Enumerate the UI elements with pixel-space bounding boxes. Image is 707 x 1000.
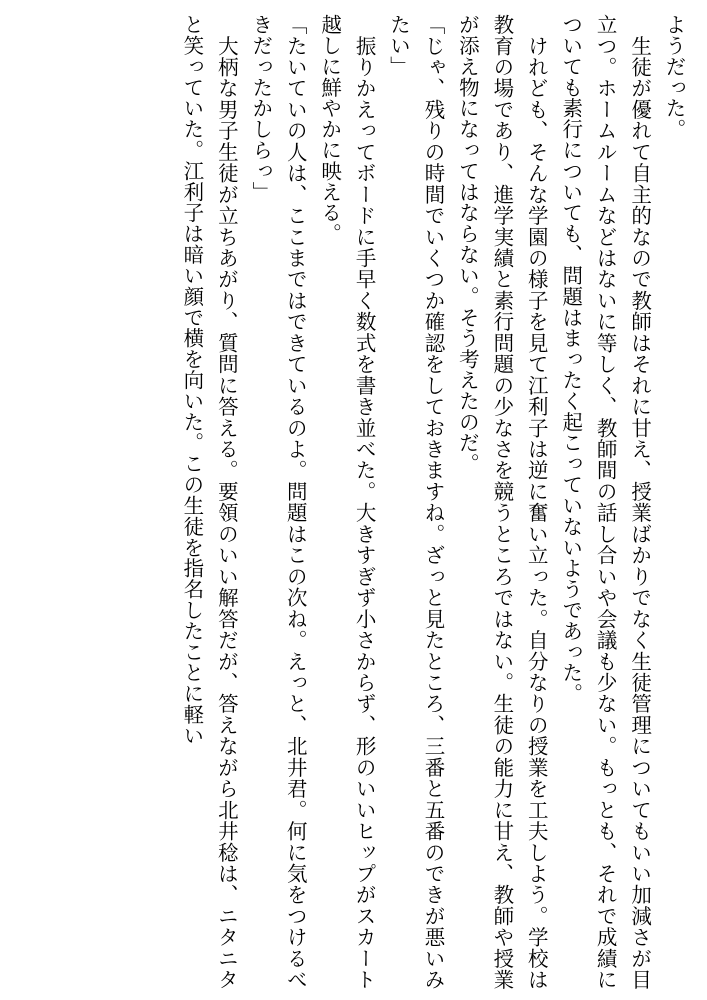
paragraph: 振りかえってボードに手早く数式を書き並べた。大きすぎず小さからず、形のいいヒップがスカート越しに鮮やかに映える。 (317, 14, 377, 991)
vertical-text-body (10, 14, 691, 990)
paragraph: 大柄な男子生徒が立ちあがり、質問に答える。要領のいい解答だが、答えながら北井稔は、ニタニタと笑っていた。江利子は暗い顔で横を向いた。この生徒を指名したことに軽い (179, 14, 239, 990)
paragraph: 生徒が優れて自主的なので教師はそれに甘え、授業ばかりでなく生徒管理についてもいい加減さが目立つ。ホームルームなどはないに等しく、教師間の話し合いや会議も少ない。もっとも、それで成績についても素行についても、問題はまったく起こっていないようであった。 (558, 14, 652, 991)
paragraph: けれども、そんな学園の様子を見て江利子は逆に奮い立った。自分なりの授業を工夫しよう。学校は教育の場であり、進学実績と素行問題の少なさを競うところではない。生徒の能力に甘え、教師や授業が添え物になってはならない。そう考えたのだ。 (455, 14, 549, 991)
paragraph: 「じゃ、残りの時間でいくつか確認をしておきますね。ざっと見たところ、三番と五番のできが悪いみたい」 (386, 14, 445, 991)
paragraph: 「たいていの人は、ここまではできているのよ。問題はこの次ね。えっと、北井君。何に気をつけるべきだったかしらっ」 (248, 14, 308, 991)
paragraph: ようだった。 (662, 14, 686, 140)
